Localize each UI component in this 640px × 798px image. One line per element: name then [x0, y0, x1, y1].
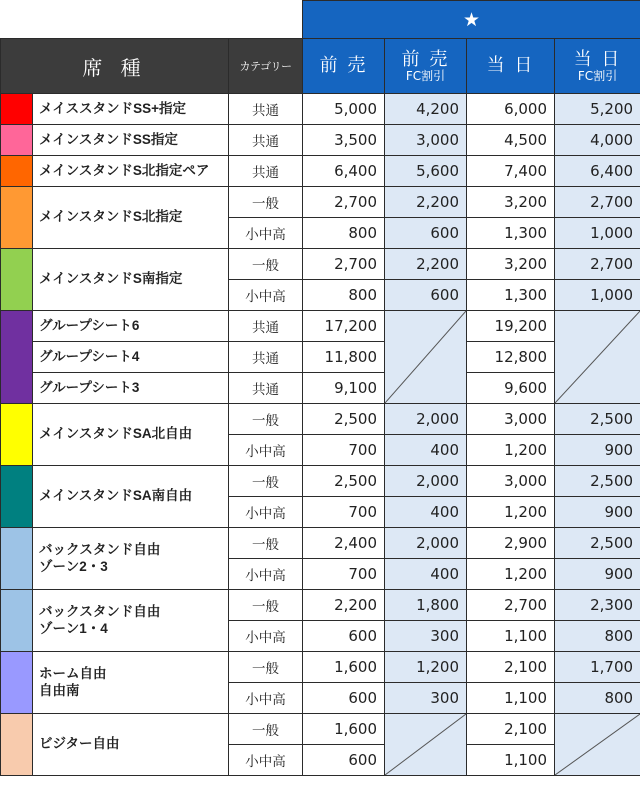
price-dayof-fc: 2,500 — [555, 404, 640, 435]
category-cell: 一般 — [229, 466, 303, 497]
seat-color-swatch — [1, 404, 33, 466]
category-cell: 一般 — [229, 590, 303, 621]
advance-fc-header — [385, 39, 467, 94]
price-dayof-fc: 800 — [555, 621, 640, 652]
price-advance: 600 — [303, 621, 385, 652]
table-row — [1, 187, 640, 218]
price-dayof-fc: 1,700 — [555, 652, 640, 683]
table-row — [1, 652, 640, 683]
price-dayof: 4,500 — [467, 125, 555, 156]
seat-name: グループシート6 — [33, 311, 229, 342]
price-advance-fc: 1,200 — [385, 652, 467, 683]
price-dayof: 12,800 — [467, 342, 555, 373]
price-advance-fc: 5,600 — [385, 156, 467, 187]
price-advance: 11,800 — [303, 342, 385, 373]
category-cell: 共通 — [229, 311, 303, 342]
price-advance: 2,500 — [303, 404, 385, 435]
seat-color-swatch — [1, 652, 33, 714]
price-dayof: 1,100 — [467, 621, 555, 652]
diagonal-slash-icon — [555, 311, 640, 403]
seat-name — [33, 528, 229, 590]
table-row — [1, 373, 640, 404]
header-row — [1, 39, 640, 94]
blank-corner — [1, 1, 303, 39]
price-dayof: 1,200 — [467, 559, 555, 590]
seat-color-swatch — [1, 94, 33, 125]
seat-name-line2: 自由南 — [39, 682, 80, 698]
seat-name — [33, 590, 229, 652]
table-row — [1, 342, 640, 373]
price-advance-fc: 600 — [385, 218, 467, 249]
price-advance: 800 — [303, 280, 385, 311]
price-advance: 3,500 — [303, 125, 385, 156]
diagonal-slash-icon — [385, 311, 466, 403]
price-advance-fc: 300 — [385, 683, 467, 714]
category-cell: 共通 — [229, 373, 303, 404]
diagonal-slash-icon — [385, 714, 466, 775]
star-icon: ★ — [303, 1, 640, 39]
price-advance-fc: 1,800 — [385, 590, 467, 621]
table-row — [1, 714, 640, 745]
table-row — [1, 404, 640, 435]
seat-type-header: 席 種 — [1, 39, 229, 94]
dayof-header-label: 当 日 — [486, 55, 535, 76]
seat-name: メインスタンドS北指定 — [33, 187, 229, 249]
price-dayof: 2,100 — [467, 652, 555, 683]
star-row — [1, 1, 640, 39]
seat-name-line1: バックスタンド自由 — [39, 541, 161, 557]
table-row — [1, 249, 640, 280]
category-cell: 小中高 — [229, 218, 303, 249]
seat-color-swatch — [1, 125, 33, 156]
price-advance-fc: 3,000 — [385, 125, 467, 156]
price-advance-fc: 4,200 — [385, 94, 467, 125]
dayof-fc-header-sub: FC割引 — [577, 68, 618, 83]
category-cell: 小中高 — [229, 497, 303, 528]
price-dayof-fc: 5,200 — [555, 94, 640, 125]
price-advance: 800 — [303, 218, 385, 249]
seat-color-swatch — [1, 187, 33, 249]
category-cell: 共通 — [229, 94, 303, 125]
seat-name: メイススタンドSS+指定 — [33, 94, 229, 125]
price-advance: 600 — [303, 683, 385, 714]
price-advance: 1,600 — [303, 714, 385, 745]
price-dayof: 2,100 — [467, 714, 555, 745]
price-dayof: 2,700 — [467, 590, 555, 621]
seat-name-line2: ゾーン1・4 — [39, 620, 108, 636]
category-cell: 一般 — [229, 249, 303, 280]
seat-color-swatch — [1, 714, 33, 776]
not-available-cell — [385, 311, 467, 404]
price-dayof-fc: 2,300 — [555, 590, 640, 621]
price-advance-fc: 600 — [385, 280, 467, 311]
price-dayof: 1,100 — [467, 683, 555, 714]
price-dayof-fc: 2,700 — [555, 187, 640, 218]
price-advance-fc: 400 — [385, 559, 467, 590]
price-advance: 2,500 — [303, 466, 385, 497]
seat-name-line2: ゾーン2・3 — [39, 558, 108, 574]
price-dayof: 3,000 — [467, 404, 555, 435]
category-cell: 小中高 — [229, 621, 303, 652]
price-advance: 600 — [303, 745, 385, 776]
price-dayof-fc: 1,000 — [555, 280, 640, 311]
category-cell: 一般 — [229, 652, 303, 683]
price-dayof-fc: 2,500 — [555, 528, 640, 559]
price-advance-fc: 2,000 — [385, 528, 467, 559]
price-advance-fc: 400 — [385, 497, 467, 528]
price-advance: 700 — [303, 497, 385, 528]
table-row — [1, 590, 640, 621]
price-advance: 700 — [303, 435, 385, 466]
diagonal-slash-icon — [555, 714, 640, 775]
advance-fc-header-label: 前 売 — [401, 48, 450, 70]
price-dayof: 6,000 — [467, 94, 555, 125]
category-cell: 一般 — [229, 714, 303, 745]
table-row — [1, 466, 640, 497]
price-dayof: 1,200 — [467, 497, 555, 528]
dayof-header — [467, 39, 555, 94]
seat-color-swatch — [1, 249, 33, 311]
price-dayof-fc: 1,000 — [555, 218, 640, 249]
price-advance: 1,600 — [303, 652, 385, 683]
table-row — [1, 125, 640, 156]
category-cell: 小中高 — [229, 559, 303, 590]
price-advance-fc: 400 — [385, 435, 467, 466]
seat-name: メインスタンドSS指定 — [33, 125, 229, 156]
price-dayof: 3,000 — [467, 466, 555, 497]
table-row — [1, 156, 640, 187]
price-advance: 6,400 — [303, 156, 385, 187]
price-dayof-fc: 900 — [555, 559, 640, 590]
category-cell: 共通 — [229, 342, 303, 373]
price-advance-fc: 2,200 — [385, 187, 467, 218]
category-cell: 小中高 — [229, 745, 303, 776]
price-advance: 2,700 — [303, 187, 385, 218]
price-dayof-fc: 6,400 — [555, 156, 640, 187]
price-advance: 700 — [303, 559, 385, 590]
table-row — [1, 311, 640, 342]
price-dayof-fc: 4,000 — [555, 125, 640, 156]
price-advance: 2,400 — [303, 528, 385, 559]
price-dayof: 2,900 — [467, 528, 555, 559]
price-dayof-fc: 800 — [555, 683, 640, 714]
price-advance: 2,700 — [303, 249, 385, 280]
seat-name-line1: ホーム自由 — [39, 665, 107, 681]
price-dayof: 1,300 — [467, 280, 555, 311]
seat-name — [33, 652, 229, 714]
seat-name: グループシート4 — [33, 342, 229, 373]
price-dayof: 3,200 — [467, 187, 555, 218]
advance-fc-header-sub: FC割引 — [405, 68, 446, 83]
category-cell: 小中高 — [229, 280, 303, 311]
seat-color-swatch — [1, 311, 33, 404]
price-dayof: 19,200 — [467, 311, 555, 342]
seat-color-swatch — [1, 156, 33, 187]
advance-header-label: 前 売 — [319, 55, 368, 76]
price-advance-fc: 2,200 — [385, 249, 467, 280]
price-dayof: 7,400 — [467, 156, 555, 187]
seat-color-swatch — [1, 528, 33, 590]
category-cell: 共通 — [229, 156, 303, 187]
seat-color-swatch — [1, 466, 33, 528]
price-dayof: 1,200 — [467, 435, 555, 466]
price-advance: 17,200 — [303, 311, 385, 342]
category-cell: 小中高 — [229, 683, 303, 714]
category-cell: 一般 — [229, 404, 303, 435]
price-dayof-fc: 900 — [555, 435, 640, 466]
table-row — [1, 528, 640, 559]
category-cell: 一般 — [229, 528, 303, 559]
seat-name: グループシート3 — [33, 373, 229, 404]
not-available-cell — [555, 311, 640, 404]
table-row — [1, 94, 640, 125]
price-advance: 2,200 — [303, 590, 385, 621]
category-cell: 共通 — [229, 125, 303, 156]
seat-name: メインスタンドSA北自由 — [33, 404, 229, 466]
price-dayof: 3,200 — [467, 249, 555, 280]
seat-name-line1: バックスタンド自由 — [39, 603, 161, 619]
price-advance-fc: 2,000 — [385, 466, 467, 497]
price-advance: 5,000 — [303, 94, 385, 125]
price-advance-fc: 2,000 — [385, 404, 467, 435]
price-dayof: 1,100 — [467, 745, 555, 776]
price-dayof-fc: 900 — [555, 497, 640, 528]
seat-color-swatch — [1, 590, 33, 652]
category-cell: 一般 — [229, 187, 303, 218]
dayof-fc-header — [555, 39, 640, 94]
price-dayof: 9,600 — [467, 373, 555, 404]
price-dayof: 1,300 — [467, 218, 555, 249]
price-advance-fc: 300 — [385, 621, 467, 652]
seat-name: メインスタンドSA南自由 — [33, 466, 229, 528]
category-cell: 小中高 — [229, 435, 303, 466]
price-dayof-fc: 2,700 — [555, 249, 640, 280]
price-dayof-fc: 2,500 — [555, 466, 640, 497]
seat-name: ビジター自由 — [33, 714, 229, 776]
category-header: カテゴリー — [229, 39, 303, 94]
dayof-fc-header-label: 当 日 — [573, 48, 622, 70]
not-available-cell — [385, 714, 467, 776]
advance-header — [303, 39, 385, 94]
not-available-cell — [555, 714, 640, 776]
seat-name: メインスタンドS北指定ペア — [33, 156, 229, 187]
price-advance: 9,100 — [303, 373, 385, 404]
seat-name: メインスタンドS南指定 — [33, 249, 229, 311]
